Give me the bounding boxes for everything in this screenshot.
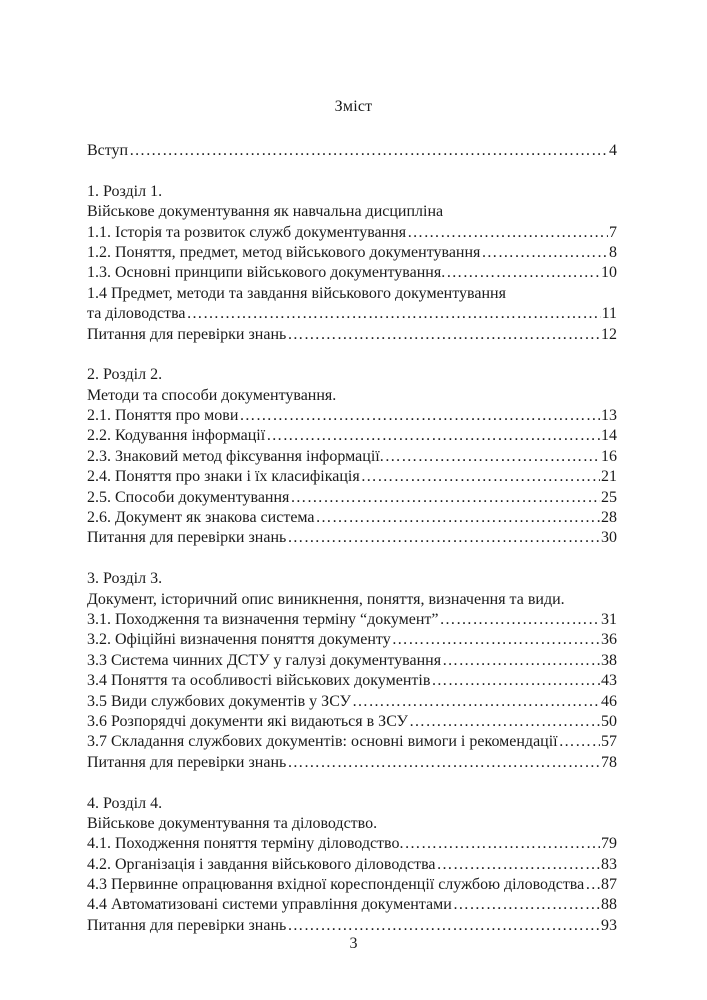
toc-entry[interactable] xyxy=(87,223,617,243)
dot-leader xyxy=(409,712,600,732)
toc-entry[interactable] xyxy=(87,304,617,324)
section-subtitle: Військове документування та діловодство. xyxy=(87,814,378,832)
toc-entry[interactable] xyxy=(87,630,617,650)
toc-entry-page: 4 xyxy=(609,142,617,159)
dot-leader xyxy=(129,141,608,161)
toc-entry-page: 57 xyxy=(601,733,617,751)
toc-entry-label: Питання для перевірки знань xyxy=(87,916,287,934)
toc-entry[interactable] xyxy=(87,692,617,712)
toc-entry-label: 1.1. Історія та розвиток служб документування xyxy=(87,223,407,241)
dot-leader xyxy=(239,406,600,426)
toc-entry-page: 13 xyxy=(601,407,617,425)
toc-entry-label: Питання для перевірки знань xyxy=(87,325,287,343)
dot-leader xyxy=(559,732,600,752)
toc-entry-page: 10 xyxy=(601,264,617,282)
toc-entry-label: 2.6. Документ як знакова система xyxy=(87,509,315,527)
toc-entry-page: 79 xyxy=(601,835,617,853)
toc-entry-page: 38 xyxy=(601,651,617,669)
toc-entry-page: 43 xyxy=(601,672,617,690)
toc-entry-label: 3.3 Система чинних ДСТУ у галузі документування xyxy=(87,651,442,669)
dot-leader xyxy=(481,243,608,263)
dot-leader xyxy=(361,467,600,487)
toc-entry[interactable] xyxy=(87,263,617,283)
toc-entry-label: 1.2. Поняття, предмет, метод військового документування xyxy=(87,243,481,261)
dot-leader xyxy=(407,223,608,243)
dot-leader xyxy=(290,488,600,508)
dot-leader xyxy=(187,304,601,324)
toc-entry-page: 28 xyxy=(601,509,617,527)
toc-entry-label: 2.3. Знаковий метод фіксування інформації. xyxy=(87,447,384,465)
toc-entry-label: Питання для перевірки знань xyxy=(87,753,287,771)
toc-entry[interactable] xyxy=(87,732,617,752)
toc-entry-label-line1[interactable]: 1.4 Предмет, методи та завдання військового документування xyxy=(87,284,506,302)
section-heading: 3. Розділ 3. xyxy=(87,570,163,588)
toc-entry-page: 30 xyxy=(601,529,617,547)
toc-entry-label: 3.4 Поняття та особливості військових документів xyxy=(87,672,431,690)
toc-entry[interactable] xyxy=(87,651,617,671)
toc-entry-review-questions[interactable] xyxy=(87,325,617,345)
dot-leader xyxy=(287,528,600,548)
toc-section-1 xyxy=(87,182,617,345)
toc-entry-label: Питання для перевірки знань xyxy=(87,529,287,547)
toc-entry-page: 50 xyxy=(601,712,617,730)
toc-entry[interactable] xyxy=(87,447,617,467)
dot-leader xyxy=(385,447,600,467)
toc-entry-review-questions[interactable] xyxy=(87,528,617,548)
toc-section-2 xyxy=(87,365,617,549)
page-number: 3 xyxy=(349,935,358,952)
dot-leader xyxy=(287,325,600,345)
dot-leader xyxy=(287,753,600,773)
toc-entry-page: 78 xyxy=(601,753,617,771)
toc-entry-label: 3.7 Складання службових документів: основні вимоги і рекомендації xyxy=(87,733,558,751)
toc-entry-page: 83 xyxy=(601,855,617,873)
toc-entry[interactable] xyxy=(87,671,617,691)
toc-entry-page: 88 xyxy=(601,896,617,914)
toc-entry[interactable] xyxy=(87,875,617,895)
dot-leader xyxy=(585,875,600,895)
section-subtitle: Документ, історичний опис виникнення, поняття, визначення та види. xyxy=(87,590,565,608)
toc-entry-label: 2.4. Поняття про знаки і їх класифікація xyxy=(87,468,360,486)
toc-entry-page: 93 xyxy=(601,916,617,934)
toc-entry-review-questions[interactable] xyxy=(87,916,617,936)
toc-entry-label: 4.1. Походження поняття терміну діловодство. xyxy=(87,835,404,853)
toc-entry-label: 2.2. Кодування інформації xyxy=(87,427,266,445)
dot-leader xyxy=(439,610,600,630)
table-of-contents xyxy=(87,141,617,936)
toc-entry[interactable] xyxy=(87,895,617,915)
toc-entry-label: Вступ xyxy=(87,142,129,159)
toc-entry-page: 36 xyxy=(601,631,617,649)
dot-leader xyxy=(316,508,600,528)
toc-entry-page: 31 xyxy=(601,610,617,628)
toc-entry-page: 14 xyxy=(601,427,617,445)
section-subtitle: Методи та способи документування. xyxy=(87,386,337,404)
toc-entry-label: 2.5. Способи документування xyxy=(87,488,290,506)
section-heading: 2. Розділ 2. xyxy=(87,366,163,384)
toc-entry[interactable] xyxy=(87,488,617,508)
toc-title: Зміст xyxy=(334,98,373,115)
toc-entry[interactable] xyxy=(87,610,617,630)
toc-entry-page: 11 xyxy=(601,305,617,323)
toc-entry[interactable] xyxy=(87,426,617,446)
toc-entry-page: 21 xyxy=(601,468,617,486)
dot-leader xyxy=(431,671,600,691)
toc-entry-review-questions[interactable] xyxy=(87,753,617,773)
toc-entry-label: 3.6 Розпорядчі документи які видаються в ЗСУ xyxy=(87,712,408,730)
toc-entry[interactable] xyxy=(87,855,617,875)
toc-section-4 xyxy=(87,794,617,937)
dot-leader xyxy=(446,263,600,283)
toc-entry[interactable] xyxy=(87,467,617,487)
section-subtitle: Військове документування як навчальна дисципліна xyxy=(87,203,444,221)
toc-entry[interactable] xyxy=(87,243,617,263)
dot-leader xyxy=(453,895,600,915)
toc-entry-label: 3.1. Походження та визначення терміну “документ” xyxy=(87,610,439,628)
toc-entry[interactable] xyxy=(87,834,617,854)
dot-leader xyxy=(287,916,600,936)
toc-entry-page: 16 xyxy=(601,447,617,465)
dot-leader xyxy=(392,630,600,650)
toc-entry-label: 3.2. Офіційні визначення поняття документу xyxy=(87,631,391,649)
toc-entry-page: 12 xyxy=(601,325,617,343)
toc-entry-label: 4.2. Організація і завдання військового діловодства xyxy=(87,855,436,873)
toc-entry-page: 25 xyxy=(601,488,617,506)
dot-leader xyxy=(442,651,600,671)
dot-leader xyxy=(405,834,601,854)
toc-entry-intro[interactable] xyxy=(87,141,617,161)
dot-leader xyxy=(266,426,600,446)
toc-entry-page: 87 xyxy=(601,876,617,894)
toc-entry-page: 46 xyxy=(601,692,617,710)
toc-entry-page: 8 xyxy=(609,243,617,261)
dot-leader xyxy=(352,692,600,712)
toc-entry-label: 3.5 Види службових документів у ЗСУ xyxy=(87,692,351,710)
dot-leader xyxy=(437,855,600,875)
toc-entry-label: 2.1. Поняття про мови xyxy=(87,407,239,425)
toc-entry[interactable] xyxy=(87,406,617,426)
toc-entry-label: 4.4 Автоматизовані системи управління документами xyxy=(87,896,452,914)
section-heading: 4. Розділ 4. xyxy=(87,794,163,812)
toc-entry[interactable] xyxy=(87,712,617,732)
toc-entry-page: 7 xyxy=(609,223,617,241)
toc-entry-label-line2: та діловодства xyxy=(87,305,186,323)
toc-section-3 xyxy=(87,569,617,773)
toc-entry[interactable] xyxy=(87,508,617,528)
section-heading: 1. Розділ 1. xyxy=(87,182,163,200)
toc-entry-label: 4.3 Первинне опрацювання вхідної кореспонденції службою діловодства xyxy=(87,876,585,894)
toc-entry-label: 1.3. Основні принципи військового документування. xyxy=(87,264,446,282)
